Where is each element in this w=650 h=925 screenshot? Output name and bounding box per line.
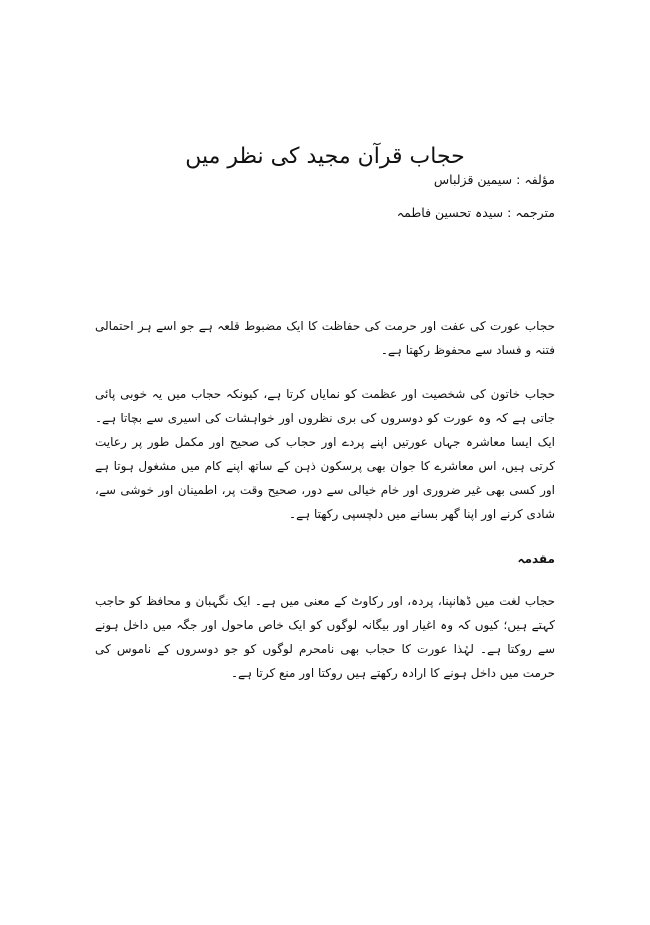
paragraph-2: حجاب خاتون کی شخصیت اور عظمت کو نمایاں کرتا ہے، کیونکہ حجاب میں یہ خوبی پائی جاتی ہے کہ وہ عورت کو دوسروں کی بری نظروں اور خواہشات کی اسیری سے بچاتا ہے۔ ایک ایسا معاشرہ جہاں عورتیں اپنے پردے اور حجاب کی صحیح اور مکمل طور پر رعایت کرتی ہیں، اس معاشرے کا جوان بھی پرسکون ذہن کے ساتھ اپنے کام میں مشغول ہوتا ہے اور کسی بھی غیر ضروری اور خام خیالی سے دور، صحیح وقت پر، اطمینان اور خوشی سے، شادی کرنے اور اپنا گھر بسانے میں دلچسپی رکھتا ہے۔: [95, 387, 555, 521]
author-label: مؤلفہ: [524, 172, 555, 187]
translator-name: سیدہ تحسین فاطمہ: [396, 205, 504, 220]
author-name: سیمین قزلباس: [433, 172, 513, 187]
author-separator: :: [516, 172, 521, 187]
translator-separator: :: [507, 205, 512, 220]
section-heading: مقدمہ: [517, 552, 555, 566]
section-paragraph: حجاب لغت میں ڈھانپنا، پردہ، اور رکاوٹ کے معنی میں ہے۔ ایک نگہبان و محافظ کو حاجب کہتے ہیں؛ کیوں کہ وہ اغیار اور بیگانہ لوگوں کو ایک خاص ماحول اور جگہ میں داخل ہونے سے روکتا ہے۔ لہٰذا عورت کا حجاب بھی نامحرم لوگوں کو جو دوسروں کے ناموس کی حرمت میں داخل ہونے کا ارادہ رکھتے ہیں روکتا اور منع کرتا ہے۔: [95, 594, 555, 680]
paragraph-1: حجاب عورت کی عفت اور حرمت کی حفاظت کا ایک مضبوط قلعہ ہے جو اسے ہر احتمالی فتنہ و فساد سے محفوظ رکھتا ہے۔: [95, 319, 555, 357]
translator-line: [397, 203, 555, 223]
translator-label: مترجمہ: [515, 205, 555, 220]
author-line: [434, 170, 555, 190]
document-title: حجاب قرآن مجید کی نظر میں: [185, 144, 465, 169]
